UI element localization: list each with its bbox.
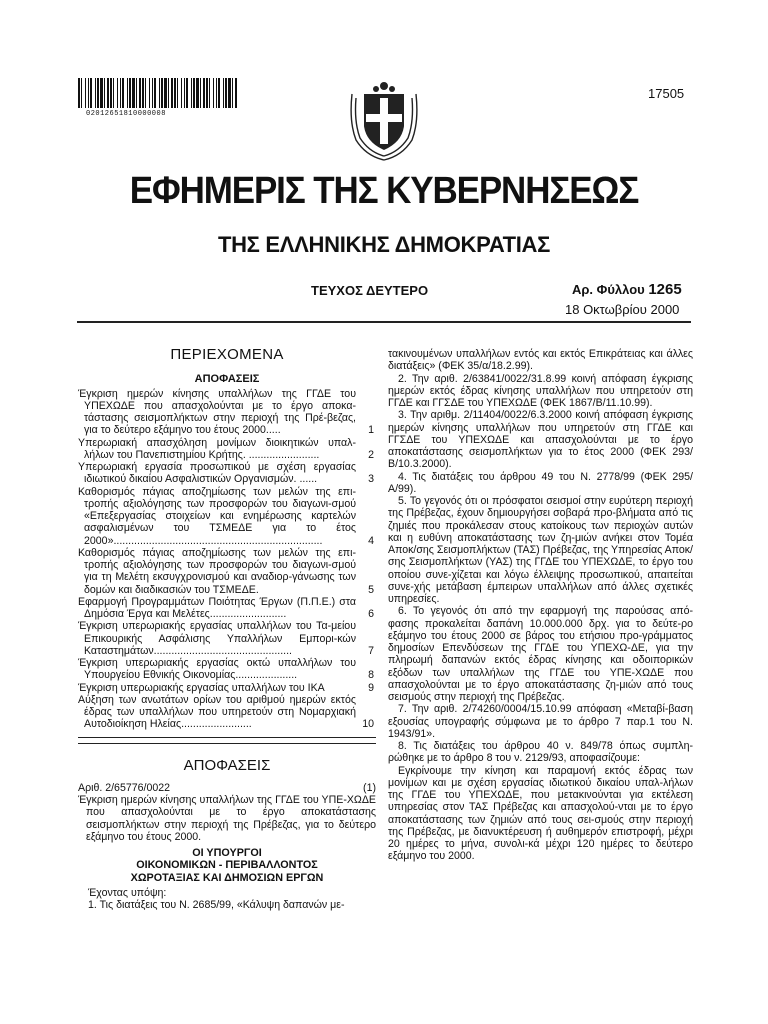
right-column (388, 348, 693, 863)
toc-entry-text: Έγκριση υπερωριακής εργασίας υπαλλήλων του Τα-μείου Επικουρικής Ασφάλισης Υπαλλήλων Εμπορι-κών Καταστημάτων............................................... (78, 620, 356, 657)
toc-heading: ΠΕΡΙΕΧΟΜΕΝΑ (170, 346, 284, 363)
barcode-bar (90, 78, 92, 108)
barcode-bar (149, 78, 150, 108)
decision-summary: Έγκριση ημερών κίνησης υπαλλήλων της ΓΓΔΕ του ΥΠΕ-ΧΩΔΕ που απασχολούνται με το έργο αποκατάστασης σεισμοπλήκτων στην περιοχή της Πρέβεζας, για το δεύτερο εξάμηνο του έτους 2000. (78, 794, 376, 843)
body-paragraph: 6. Το γεγονός ότι από την εφαρμογή της παρούσας από-φασης προκαλείται δαπάνη 10.000.000 δρχ. για το δεύτε-ρο εξάμηνο του έτους 2000 σε βάρος του ετήσιου προ-γράμματος δημοσίων Επενδύσεων της ΓΓΔΕ του ΥΠΕΧΩ-ΔΕ, για την πληρωμή δαπανών εκτός έδρας κίνησης και οδοιπορικών εξόδων των υπαλλήλων της ΓΓΔΕ του ΥΠΕ-ΧΩΔΕ που απασχολούνται με το έργο αποκατάστασης ζη-μιών από τους σεισμούς στην περιοχή της Πρέβεζας. (388, 605, 693, 703)
header-divider (77, 321, 691, 323)
toc-entry-page: 4 (368, 534, 374, 547)
left-column (78, 346, 376, 912)
decision-ref-index: (1) (363, 781, 376, 794)
sheet-label: Αρ. Φύλλου (572, 282, 645, 297)
barcode-bar (81, 78, 82, 108)
barcode-bar (95, 78, 96, 108)
body-paragraph: 3. Την αριθμ. 2/11404/0022/6.3.2000 κοινή απόφαση έγκρισης ημερών κίνησης υπαλλήλων που υπηρετούν στη ΓΓΔΕ και ΓΓΣΔΕ του ΥΠΕΧΩΔΕ και απασχολούνται με το έργο αποκατάστασης σεισμοπλήκτων για το έτος 2000 (ΦΕΚ 293/Β/10.3.2000). (388, 409, 693, 471)
barcode-bar (88, 78, 89, 108)
sheet-number (572, 281, 682, 298)
authority-line: ΟΙΚΟΝΟΜΙΚΩΝ - ΠΕΡΙΒΑΛΛΟΝΤΟΣ (136, 859, 318, 872)
decision-ref-text: Αριθ. 2/65776/0022 (78, 781, 171, 794)
body-paragraph: 5. Το γεγονός ότι οι πρόσφατοι σεισμοί στην ευρύτερη περιοχή της Πρέβεζας, έχουν δημιουργήσει σοβαρά προ-βλήματα από τις ζημιές που προκάλεσαν στους κατοίκους των περιοχών αυτών και η ευθύνη αποκατάστασης των ζη-μιών ανήκει στον Τομέα Αποκ/σης Σεισμοπλήκτων (ΤΑΣ) Πρέβεζας, της Υπηρεσίας Αποκ/σης Σεισμοπλήκτων (ΥΑΣ) της ΓΓΔΕ του ΥΠΕΧΩΔΕ, το έργο του οποίου συνε-χίζεται και λόγω έλλειψης προσωπικού, απαιτείται συνε-χής μετάβαση έμπειρων υπαλλήλων από άλλες σχετικές υπηρεσίες. (388, 495, 693, 605)
toc-entry-text: Καθορισμός πάγιας αποζημίωσης των μελών της επι-τροπής αξιολόγησης των προσφορών του διαγωνι-σμού «Επεξεργασίας στοιχείων και ενημέρωσης καρτελών ασφαλισμένων του ΤΣΜΕΔΕ για το έτος 2000»....................................................................... (78, 485, 356, 547)
barcode-bar (171, 78, 173, 108)
barcode-bar (184, 78, 185, 108)
barcode-bar (200, 78, 201, 108)
toc-subheading: ΑΠΟΦΑΣΕΙΣ (194, 373, 260, 386)
barcode-bar (97, 78, 99, 108)
greek-coat-of-arms-icon (346, 80, 422, 162)
barcode-bar (191, 78, 192, 108)
barcode-bar (127, 78, 128, 108)
authority-line: ΧΩΡΟΤΑΞΙΑΣ ΚΑΙ ΔΗΜΟΣΙΩΝ ΕΡΓΩΝ (130, 871, 324, 884)
toc-entry-page: 9 (368, 681, 374, 694)
barcode-bar (193, 78, 195, 108)
toc-entry (78, 486, 376, 547)
barcode-bar (139, 78, 141, 108)
toc-entry-text: Εφαρμογή Προγραμμάτων Ποιότητας Έργων (Π.Π.Ε.) στα Δημόσια Έργα και Μελέτες.......................... (78, 595, 356, 620)
barcode-bar (104, 78, 105, 108)
toc-entry-text: Έγκριση ημερών κίνησης υπαλλήλων της ΓΓΔΕ του ΥΠΕΧΩΔΕ που απασχολούνται με το έργο αποκα-τάστασης σεισμοπλήκτων στην περιοχή της Πρέ-βεζας, για το δεύτερο εξάμηνο του έτους 2000..... (78, 387, 356, 437)
decisions-heading: ΑΠΟΦΑΣΕΙΣ (183, 756, 271, 774)
body-paragraph: 7. Την αριθ. 2/74260/0004/15.10.99 απόφαση «Μεταβί-βαση εξουσίας υπογραφής σύμφωνα με το άρθρο 7 παρ.1 του Ν. 1943/91». (388, 703, 693, 740)
section-divider (78, 737, 376, 744)
barcode-bar (203, 78, 205, 108)
barcode-bar (177, 78, 178, 108)
barcode-bar (113, 78, 114, 108)
toc-entry-text: Υπερωριακή εργασία προσωπικού με σχέση εργασίας ιδιωτικού δικαίου Ασφαλιστικών Οργανισμών. ...... (78, 461, 356, 486)
gazette-subtitle: ΤΗΣ ΕΛΛΗΝΙΚΗΣ ΔΗΜΟΚΡΑΤΙΑΣ (217, 232, 551, 257)
toc-entry (78, 547, 376, 596)
barcode (77, 78, 240, 112)
barcode-bar (145, 78, 146, 108)
barcode-bar (129, 78, 131, 108)
toc-entry-text: Έγκριση υπερωριακής εργασίας υπαλλήλων του ΙΚΑ (78, 681, 325, 694)
barcode-bar (174, 78, 176, 108)
body-paragraph: Εγκρίνουμε την κίνηση και παραμονή εκτός έδρας των μονίμων και με σχέση εργασίας ιδιωτικού δικαίου υπαλ-λήλων της ΓΓΔΕ του ΥΠΕΧΩΔΕ, που μετακινούνται για εκτέλεση υπηρεσίας στον ΤΑΣ Πρέβεζας και απασχολού-νται με το έργο αποκατάστασης των ζημιών από τους σει-σμούς στην περιοχή της Πρέβεζας, με διανυκτέρευση ή αυθημερόν επιστροφή, μέχρι 20 ημέρες το μήνα, συνολι-κά μέχρι 120 ημέρες το δεύτερο εξάμηνο του 2000. (388, 764, 693, 863)
barcode-bar (228, 78, 231, 108)
barcode-bar (181, 78, 182, 108)
barcode-bar (85, 78, 86, 108)
barcode-bar (223, 78, 224, 108)
barcode-bar (136, 78, 137, 108)
barcode-bar (122, 78, 124, 108)
toc-entry-page: 3 (368, 473, 374, 486)
barcode-bar (196, 78, 199, 108)
barcode-bar (120, 78, 121, 108)
gazette-title: ΕΦΗΜΕΡΙΣ ΤΗΣ ΚΥΒΕΡΝΗΣΕΩΣ (129, 170, 639, 212)
toc-entry-page: 7 (368, 644, 374, 657)
barcode-number: 02012651810000008 (86, 110, 166, 118)
decision-authority (78, 847, 376, 884)
toc-entry (78, 596, 376, 621)
barcode-bar (100, 78, 103, 108)
toc-entry-text: Υπερωριακή απασχόληση μονίμων διοικητικών υπαλ-λήλων του Πανεπιστημίου Κρήτης. ........................ (78, 436, 356, 461)
barcode-bar (206, 78, 208, 108)
toc-entry-page: 5 (368, 583, 374, 596)
toc-entry (78, 657, 376, 682)
barcode-bar (225, 78, 227, 108)
barcode-bar (168, 78, 169, 108)
page-number: 17505 (648, 86, 685, 101)
barcode-bar (209, 78, 210, 108)
toc-entry-page: 6 (368, 608, 374, 620)
barcode-bar (235, 78, 237, 108)
barcode-bar (142, 78, 144, 108)
toc-entry-text: Καθορισμός πάγιας αποζημίωσης των μελών της επι-τροπής αξιολόγησης των προσφορών του διαγωνι-σμού για τη Μελέτη εκσυγχρονισμού και αναδιορ-γάνωσης των δομών και διαδικασιών του ΤΣΜΕΔΕ. (78, 546, 356, 596)
body-paragraph: 4. Τις διατάξεις του άρθρου 49 του Ν. 2778/99 (ΦΕΚ 295/Α/99). (388, 470, 693, 495)
toc-entry-text: Έγκριση υπερωριακής εργασίας οκτώ υπαλλήλων του Υπουργείου Εθνικής Οικονομίας..................... (78, 657, 356, 682)
barcode-bar (154, 78, 156, 108)
toc-entry-page: 10 (362, 718, 374, 731)
body-paragraph: τακινουμένων υπαλλήλων εντός και εκτός Επικράτειας και άλλες διατάξεις» (ΦΕΚ 35/α/18.2.99). (388, 348, 693, 373)
barcode-bar (164, 78, 167, 108)
toc-entry-text: Αύξηση των ανωτάτων ορίων του αριθμού ημερών εκτός έδρας των υπαλλήλων που υπηρετούν στη Νομαρχιακή Αυτοδιοίκηση Ηλείας........................ (78, 693, 356, 731)
body-paragraph: 2. Την αριθ. 2/63841/0022/31.8.99 κοινή απόφαση έγκρισης ημερών εκτός έδρας κίνησης υπαλλήλων που υπηρετούν στη ΓΓΔΕ και ΓΓΣΔΕ του ΥΠΕΧΩΔΕ (ΦΕΚ 1867/Β/11.10.99). (388, 372, 693, 409)
toc-entry (78, 682, 376, 694)
toc-entry (78, 620, 376, 657)
toc-entry-page: 8 (368, 669, 374, 682)
body-paragraph: 8. Τις διατάξεις του άρθρου 40 ν. 849/78 όπως συμπλη-ρώθηκε με το άρθρο 8 του ν. 2129/93, αποφασίζουμε: (388, 740, 693, 765)
barcode-bar (161, 78, 163, 108)
barcode-bar (110, 78, 112, 108)
sheet-number-value: 1265 (648, 281, 682, 298)
barcode-bar (132, 78, 135, 108)
barcode-bar (152, 78, 153, 108)
issue-date: 18 Οκτωβρίου 2000 (565, 302, 680, 317)
toc-entry (78, 694, 376, 731)
barcode-bar (159, 78, 160, 108)
barcode-bar (117, 78, 118, 108)
barcode-bar (218, 78, 220, 108)
barcode-bar (107, 78, 109, 108)
barcode-bar (232, 78, 233, 108)
barcode-bar (186, 78, 188, 108)
decision-reference (78, 782, 376, 794)
barcode-bar (216, 78, 217, 108)
toc-entry (78, 388, 376, 437)
toc-entry-page: 2 (368, 448, 374, 461)
toc-entry-page: 1 (368, 424, 374, 437)
having-regard: Έχοντας υπόψη: (88, 887, 167, 900)
barcode-bar (78, 78, 80, 108)
barcode-bar (213, 78, 214, 108)
toc-list (78, 388, 376, 731)
toc-entry (78, 437, 376, 462)
issue-label: ΤΕΥΧΟΣ ΔΕΥΤΕΡΟ (311, 283, 429, 298)
authority-line: ΟΙ ΥΠΟΥΡΓΟΙ (192, 847, 262, 859)
decision-paragraph: 1. Τις διατάξεις του Ν. 2685/99, «Κάλυψη δαπανών με- (88, 899, 345, 912)
toc-entry (78, 461, 376, 486)
